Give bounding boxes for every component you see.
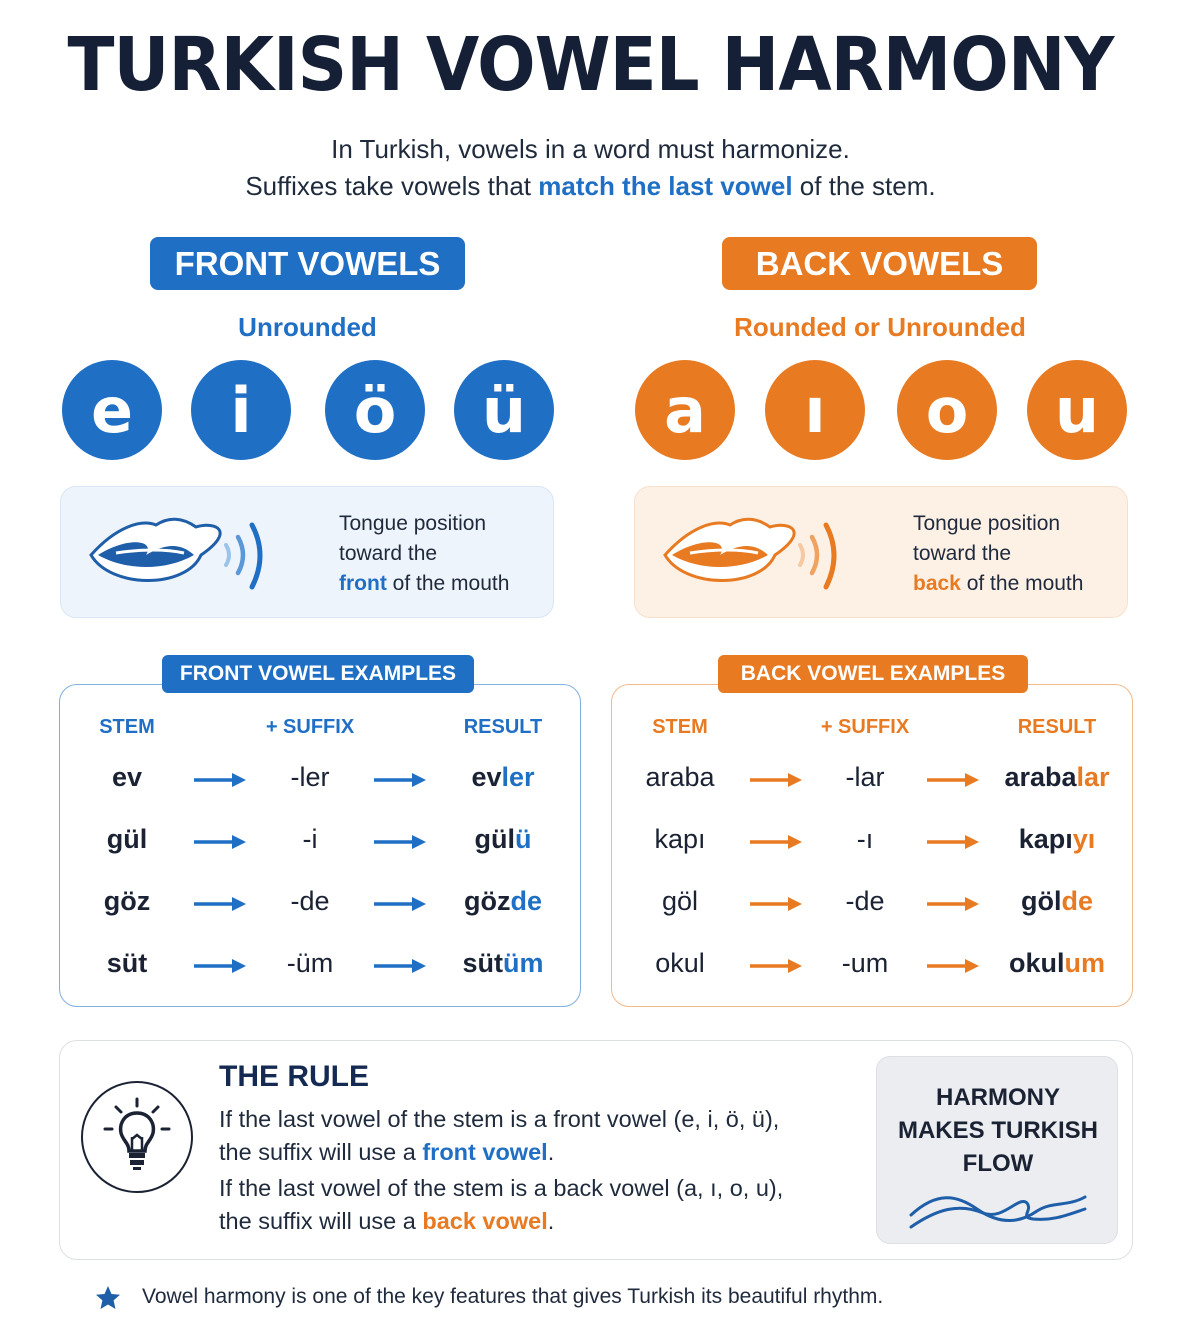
back-row-2-result	[977, 886, 1137, 917]
lightbulb-icon	[81, 1081, 193, 1193]
front-row-3-result-suffix: üm	[503, 948, 544, 978]
harmony-line-3: FLOW	[962, 1150, 1034, 1177]
front-row-0-result-base: ev	[471, 762, 502, 792]
back-row-1-arrow-2	[925, 832, 981, 852]
front-row-2-result	[423, 886, 583, 917]
back-examples-title: BACK VOWEL EXAMPLES	[718, 655, 1028, 693]
intro-highlight: match the last vowel	[538, 171, 793, 201]
rule-back-highlight: back vowel	[422, 1208, 548, 1234]
vowel-circle-dotless-i: ı	[765, 360, 865, 460]
back-row-1-result	[977, 824, 1137, 855]
back-col-result: RESULT	[1017, 716, 1097, 738]
back-col-stem: STEM	[652, 716, 708, 738]
back-vowels-heading: BACK VOWELS	[722, 237, 1037, 290]
back-row-3-arrow-2	[925, 956, 981, 976]
front-row-2-arrow-1	[192, 894, 248, 914]
front-row-0-arrow-1	[192, 770, 248, 790]
vowel-circle-i: i	[191, 360, 291, 460]
back-row-0-stem: araba	[645, 762, 715, 792]
back-row-0-result-suffix: lar	[1076, 762, 1110, 792]
back-row-1-stem: kapı	[654, 824, 706, 854]
front-row-0-result	[423, 762, 583, 793]
back-row-0-result	[977, 762, 1137, 793]
front-examples-title: FRONT VOWEL EXAMPLES	[162, 655, 474, 693]
front-tongue-panel	[60, 486, 554, 618]
back-row-3-result-suffix: um	[1064, 948, 1105, 978]
front-row-1-result	[423, 824, 583, 855]
wave-icon	[907, 1185, 1089, 1235]
harmony-line-1: HARMONY	[936, 1084, 1060, 1111]
front-row-3-result-base: süt	[462, 948, 503, 978]
back-row-3-result	[977, 948, 1137, 979]
front-row-2-result-base: göz	[463, 886, 511, 916]
front-row-1-result-base: gül	[474, 824, 515, 854]
intro-line-2-pre: Suffixes take vowels that	[245, 171, 539, 201]
rule-line-2	[219, 1139, 554, 1166]
front-row-3-stem: süt	[106, 948, 148, 978]
front-tongue-text	[339, 509, 509, 599]
back-tongue-line-2: toward the	[913, 542, 1012, 565]
back-row-3-stem: okul	[655, 948, 705, 978]
back-row-3-suffix: -um	[841, 948, 889, 978]
intro-line-2	[0, 171, 1181, 202]
front-sublabel: Unrounded	[238, 312, 377, 342]
front-row-2-result-suffix: de	[510, 886, 542, 916]
front-row-1-result-suffix: ü	[515, 824, 532, 854]
back-col-suffix: + SUFFIX	[820, 716, 910, 738]
rule-line-2-post: .	[547, 1139, 555, 1165]
front-row-0-suffix: -ler	[290, 762, 330, 792]
rule-line-4	[219, 1208, 554, 1235]
front-row-1-arrow-2	[372, 832, 428, 852]
front-row-2-stem: göz	[103, 886, 151, 916]
back-row-1-result-base: kapı	[1018, 824, 1073, 854]
back-tongue-highlight: back	[913, 572, 961, 595]
sound-waves-icon	[226, 525, 260, 587]
back-row-2-result-suffix: de	[1061, 886, 1093, 916]
intro-line-1: In Turkish, vowels in a word must harmonize.	[331, 134, 850, 164]
front-tongue-highlight: front	[339, 572, 387, 595]
back-tongue-line-1: Tongue position	[913, 512, 1061, 535]
back-row-0-suffix: -lar	[845, 762, 885, 792]
vowel-circle-e: e	[62, 360, 162, 460]
vowel-circle-o: o	[897, 360, 997, 460]
rule-line-4-pre: the suffix will use a	[219, 1208, 423, 1234]
back-row-2-arrow-2	[925, 894, 981, 914]
front-col-suffix: + SUFFIX	[265, 716, 355, 738]
rule-line-3: If the last vowel of the stem is a back vowel (a, ı, o, u),	[219, 1175, 784, 1201]
back-sublabel: Rounded or Unrounded	[734, 312, 1026, 342]
lips-icon	[86, 509, 316, 599]
front-tongue-line-3	[339, 569, 509, 599]
front-row-1-arrow-1	[192, 832, 248, 852]
front-row-3-result	[423, 948, 583, 979]
front-row-0-arrow-2	[372, 770, 428, 790]
front-row-3-arrow-2	[372, 956, 428, 976]
front-row-3-arrow-1	[192, 956, 248, 976]
harmony-line-2: MAKES TURKISH	[897, 1117, 1098, 1144]
vowel-circle-a: a	[635, 360, 735, 460]
back-tongue-line-3	[913, 569, 1083, 599]
front-row-1-stem: gül	[106, 824, 148, 854]
sound-waves-icon	[800, 525, 834, 587]
front-row-2-arrow-2	[372, 894, 428, 914]
vowel-circle-u: u	[1027, 360, 1127, 460]
front-row-2-suffix: -de	[290, 886, 330, 916]
back-row-0-arrow-2	[925, 770, 981, 790]
back-tongue-text	[913, 509, 1083, 599]
back-row-1-suffix: -ı	[856, 824, 874, 854]
back-row-2-result-base: göl	[1020, 886, 1062, 916]
back-row-2-suffix: -de	[845, 886, 885, 916]
front-row-0-result-suffix: ler	[501, 762, 535, 792]
intro-line-2-post: of the stem.	[792, 171, 936, 201]
footnote: Vowel harmony is one of the key features that gives Turkish its beautiful rhythm.	[142, 1285, 884, 1308]
harmony-box	[876, 1056, 1118, 1244]
back-tongue-line-3-post: of the mouth	[960, 572, 1084, 595]
back-row-3-arrow-1	[748, 956, 804, 976]
rule-title: THE RULE	[219, 1060, 369, 1093]
back-row-3-result-base: okul	[1008, 948, 1065, 978]
front-row-3-suffix: -üm	[286, 948, 334, 978]
back-row-1-result-suffix: yı	[1072, 824, 1096, 854]
vowel-circle-u-umlaut: ü	[454, 360, 554, 460]
front-col-stem: STEM	[99, 716, 155, 738]
harmony-text	[877, 1081, 1119, 1180]
rule-line-1: If the last vowel of the stem is a front vowel (e, i, ö, ü),	[219, 1106, 780, 1132]
page-title: TURKISH VOWEL HARMONY	[67, 22, 1114, 108]
vowel-circle-o-umlaut: ö	[325, 360, 425, 460]
front-tongue-line-2: toward the	[339, 542, 438, 565]
rule-front-highlight: front vowel	[422, 1139, 548, 1165]
star-icon	[94, 1284, 122, 1312]
back-tongue-panel	[634, 486, 1128, 618]
front-vowels-heading: FRONT VOWELS	[150, 237, 465, 290]
back-row-2-arrow-1	[748, 894, 804, 914]
front-tongue-line-3-post: of the mouth	[386, 572, 510, 595]
back-row-1-arrow-1	[748, 832, 804, 852]
rule-line-4-post: .	[547, 1208, 555, 1234]
front-col-result: RESULT	[463, 716, 543, 738]
back-row-0-arrow-1	[748, 770, 804, 790]
lips-icon	[660, 509, 890, 599]
front-row-0-stem: ev	[111, 762, 143, 792]
back-row-0-result-base: araba	[1004, 762, 1077, 792]
back-row-2-stem: göl	[661, 886, 699, 916]
front-row-1-suffix: -i	[302, 824, 318, 854]
front-tongue-line-1: Tongue position	[339, 512, 487, 535]
rule-line-2-pre: the suffix will use a	[219, 1139, 423, 1165]
